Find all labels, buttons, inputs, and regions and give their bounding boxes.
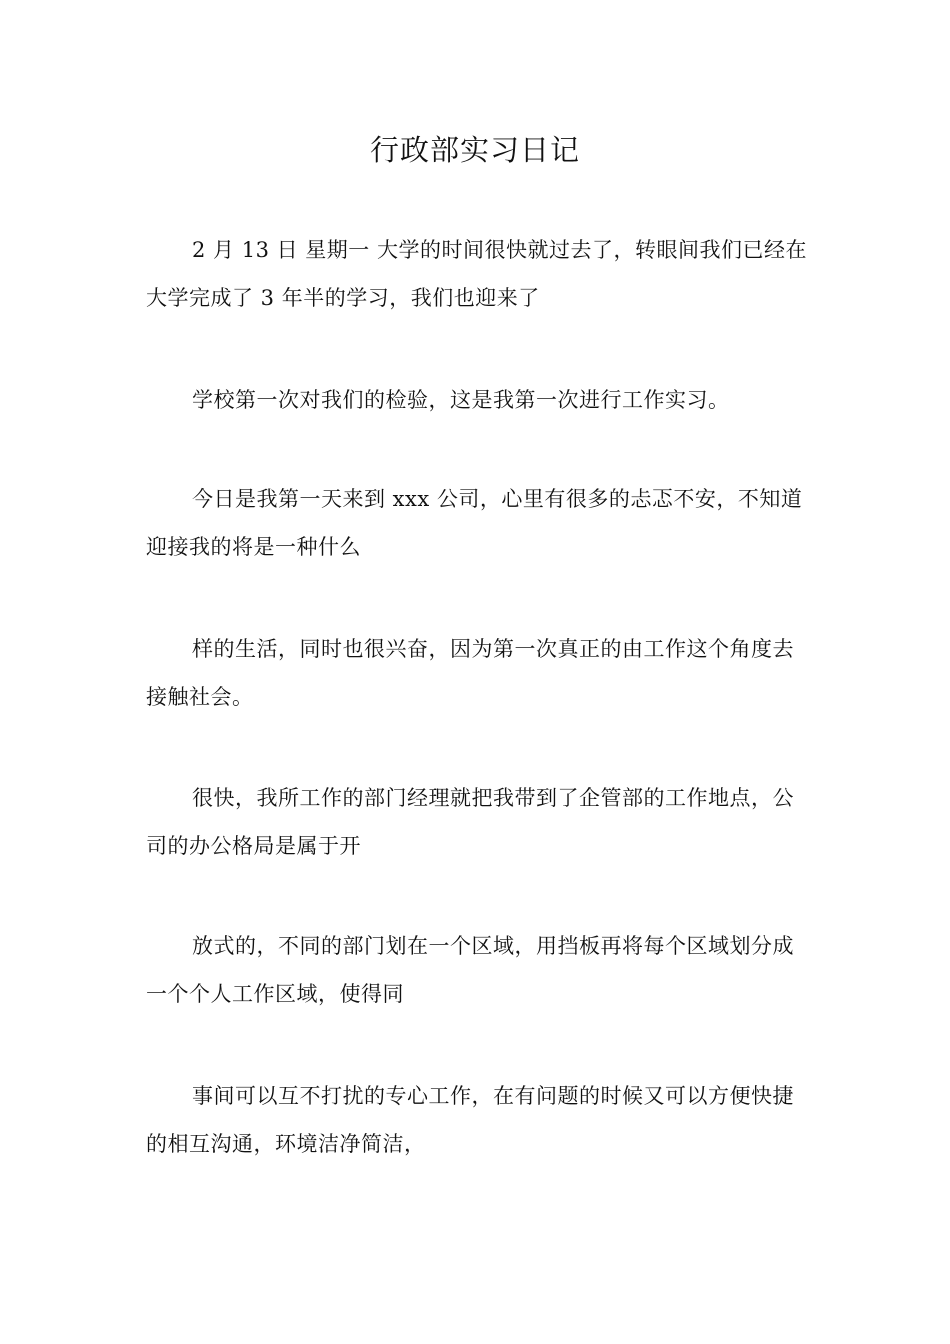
document-title: 行政部实习日记 xyxy=(369,133,580,167)
paragraph-1: 2 月 13 日 星期一 大学的时间很快就过去了，转眼间我们已经在大学完成了 3 年半的学习，我们也迎来了 xyxy=(146,238,807,310)
paragraph-6: 放式的，不同的部门划在一个区域，用挡板再将每个区域划分成一个个人工作区域，使得同 xyxy=(146,934,794,1006)
paragraph-4: 样的生活，同时也很兴奋，因为第一次真正的由工作这个角度去接触社会。 xyxy=(146,637,794,709)
paragraph-5: 很快，我所工作的部门经理就把我带到了企管部的工作地点，公司的办公格局是属于开 xyxy=(146,786,794,858)
paragraph-3: 今日是我第一天来到 xxx 公司，心里有很多的忐忑不安，不知道迎接我的将是一种什么 xyxy=(146,487,803,559)
paragraph-7: 事间可以互不打扰的专心工作，在有问题的时候又可以方便快捷的相互沟通，环境洁净简洁， xyxy=(146,1084,794,1156)
paragraph-2: 学校第一次对我们的检验，这是我第一次进行工作实习。 xyxy=(192,388,730,412)
